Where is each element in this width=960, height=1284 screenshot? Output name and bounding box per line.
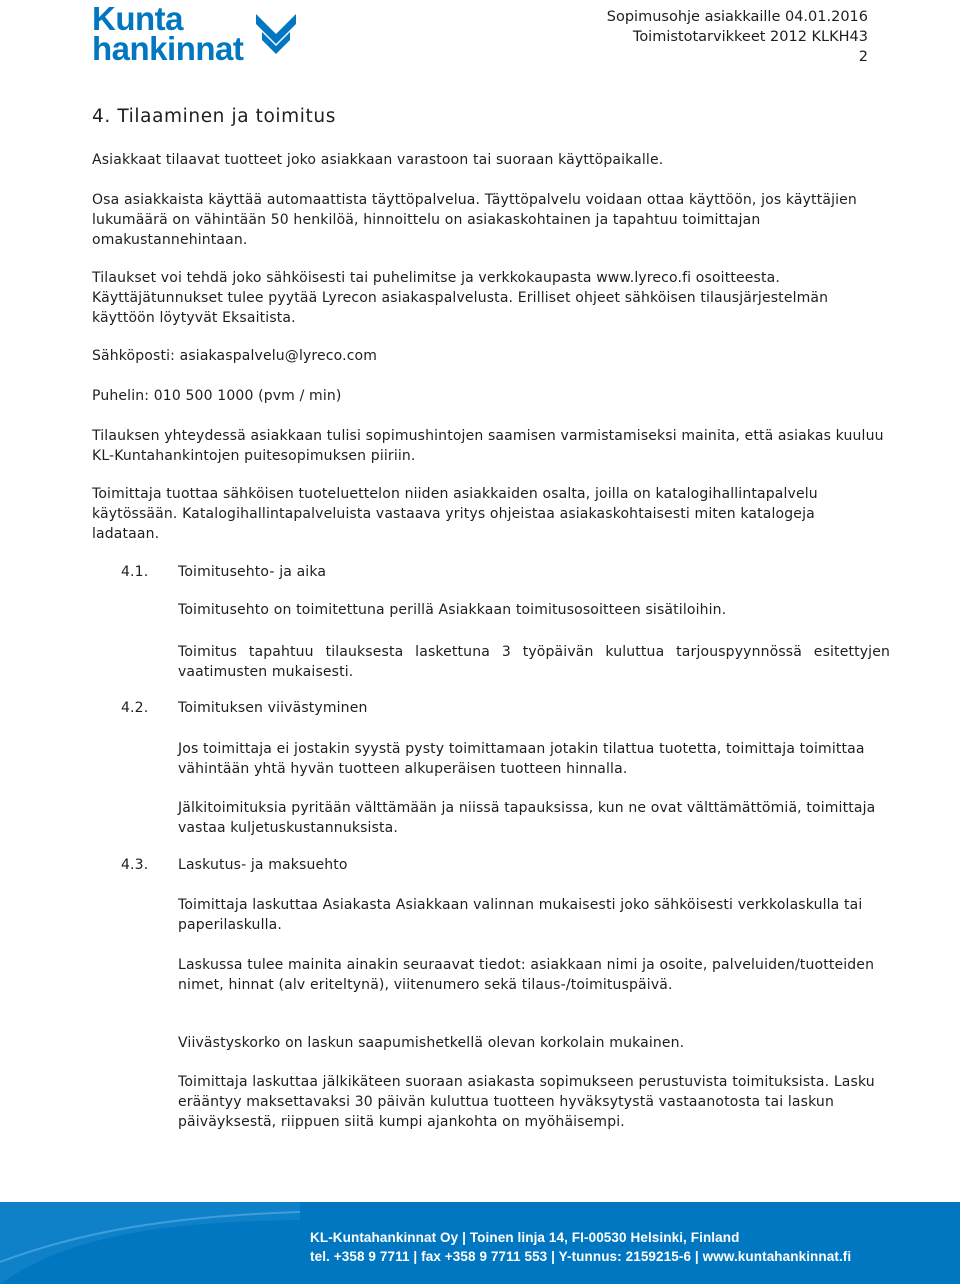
paragraph-contract-mention: Tilauksen yhteydessä asiakkaan tulisi sopimushintojen saamisen varmistamiseksi mainita, että asiakas kuuluu KL-Kuntahankintojen puitesopimuksen piiriin. bbox=[92, 428, 884, 464]
subsection-title-delay: Toimituksen viivästyminen bbox=[178, 700, 368, 716]
footer-band bbox=[0, 1202, 960, 1284]
header-contract-name: Toimistotarvikkeet 2012 KLKH43 bbox=[632, 29, 868, 45]
paragraph-ordering: Asiakkaat tilaavat tuotteet joko asiakkaan varastoon tai suoraan käyttöpaikalle. bbox=[92, 152, 664, 168]
logo-text-line2: hankinnat bbox=[92, 30, 244, 67]
logo-text-line1: Kunta bbox=[92, 0, 183, 37]
logo-wing-icon bbox=[252, 10, 302, 60]
paragraph-payment-terms: Toimittaja laskuttaa jälkikäteen suoraan asiakasta sopimukseen perustuvista toimituksista. Lasku erääntyy maksettavaksi 30 päivän kuluttua tuotteen hyväksytystä vastaanotosta tai laskun päiväyksestä, riippuen siitä kumpi ajankohta on myöhäisempi. bbox=[178, 1074, 875, 1130]
subsection-title-invoicing: Laskutus- ja maksuehto bbox=[178, 857, 348, 873]
subsection-title-delivery: Toimitusehto- ja aika bbox=[178, 564, 327, 580]
header-page-number: 2 bbox=[858, 49, 868, 65]
contact-email: Sähköposti: asiakaspalvelu@lyreco.com bbox=[92, 348, 378, 364]
paragraph-invoice-method: Toimittaja laskuttaa Asiakasta Asiakkaan valinnan mukaisesti joko sähköisesti verkkolaskulla tai paperilaskulla. bbox=[178, 897, 863, 933]
section-title: 4. Tilaaminen ja toimitus bbox=[92, 106, 336, 127]
paragraph-invoice-details: Laskussa tulee mainita ainakin seuraavat tiedot: asiakkaan nimi ja osoite, palveluiden/tuotteiden nimet, hinnat (alv eriteltynä), viitenumero sekä tilaus-/toimituspäivä. bbox=[178, 957, 875, 993]
paragraph-late-interest: Viivästyskorko on laskun saapumishetkellä olevan korkolain mukainen. bbox=[178, 1035, 685, 1051]
paragraph-backorders: Jälkitoimituksia pyritään välttämään ja niissä tapauksissa, kun ne ovat välttämättömiä, toimittaja vastaa kuljetuskustannuksista. bbox=[178, 800, 876, 836]
paragraph-substitute-product: Jos toimittaja ei jostakin syystä pysty toimittamaan jotakin tilattua tuotetta, toimittaja toimittaa vähintään yhtä hyvän tuotteen alkuperäisen tuotteen hinnalla. bbox=[178, 741, 865, 777]
paragraph-delivery-time: Toimitus tapahtuu tilauksesta laskettuna 3 työpäivän kuluttua tarjouspyynnössä esitettyjen vaatimusten mukaisesti. bbox=[178, 644, 890, 680]
paragraph-order-channels: Tilaukset voi tehdä joko sähköisesti tai puhelimitse ja verkkokaupasta www.lyreco.fi osoitteesta. Käyttäjätunnukset tulee pyytää Lyrecon asiakaspalvelusta. Erilliset ohjeet sähköisen tilausjärjestelmän käyttöön löytyvät Eksaitista. bbox=[92, 270, 829, 326]
footer-company-address: KL-Kuntahankinnat Oy | Toinen linja 14, FI-00530 Helsinki, Finland bbox=[310, 1230, 740, 1245]
paragraph-refill-service: Osa asiakkaista käyttää automaattista täyttöpalvelua. Täyttöpalvelu voidaan ottaa käyttöön, jos käyttäjien lukumäärä on vähintään 50 henkilöä, hinnoittelu on asiakaskohtainen ja tapahtuu toimittajan omakustannehintaan. bbox=[92, 192, 857, 248]
subsection-number-4-2: 4.2. bbox=[121, 700, 149, 716]
contact-phone: Puhelin: 010 500 1000 (pvm / min) bbox=[92, 388, 342, 404]
subsection-number-4-3: 4.3. bbox=[121, 857, 149, 873]
paragraph-delivery-terms: Toimitusehto on toimitettuna perillä Asiakkaan toimitusosoitteen sisätiloihin. bbox=[178, 602, 727, 618]
footer-wave-graphic bbox=[0, 1202, 300, 1284]
footer-contact-details: tel. +358 9 7711 | fax +358 9 7711 553 | Y-tunnus: 2159215-6 | www.kuntahankinnat.fi bbox=[310, 1249, 852, 1264]
subsection-number-4-1: 4.1. bbox=[121, 564, 149, 580]
kuntahankinnat-logo bbox=[92, 2, 312, 70]
paragraph-catalog: Toimittaja tuottaa sähköisen tuoteluettelon niiden asiakkaiden osalta, joilla on katalogihallintapalvelu käytössään. Katalogihallintapalveluista vastaava yritys ohjeistaa asiakaskohtaisesti miten katalogeja ladataan. bbox=[92, 486, 818, 542]
header-document-title: Sopimusohje asiakkaille 04.01.2016 bbox=[606, 9, 868, 25]
